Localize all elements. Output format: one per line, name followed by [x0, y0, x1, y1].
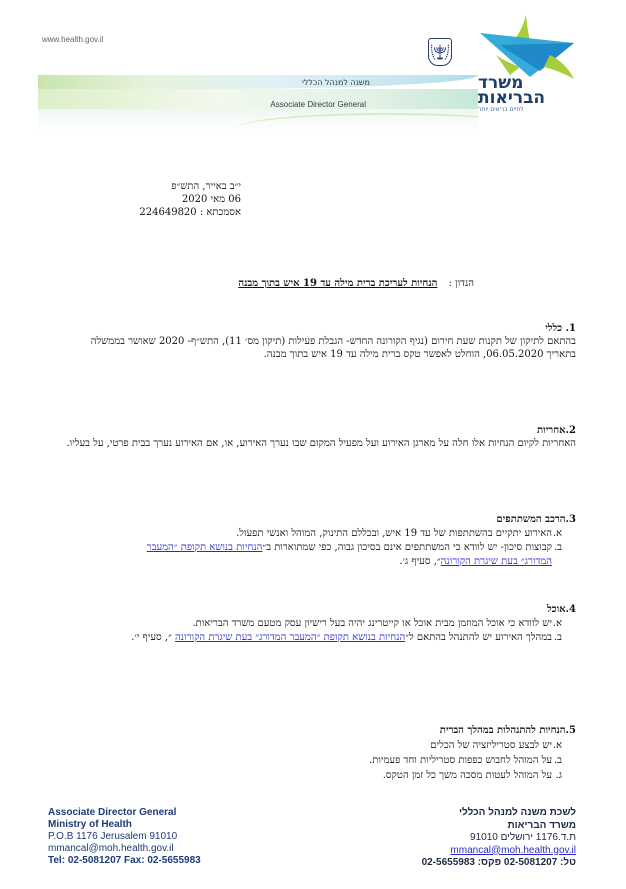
section-heading: 3.הרכב המשתתפים — [496, 514, 576, 525]
section-heading: 2.אחריות — [537, 425, 576, 436]
footer-english — [48, 807, 201, 867]
hebrew-date: י״ב באייר, התש״פ — [171, 181, 241, 192]
section-heading: 1. כללי — [545, 323, 576, 334]
section-responsibility — [66, 424, 576, 450]
section-participants — [66, 513, 576, 569]
list-item: א. האירוע יתקיים בהשתתפות של עד 19 איש, ובכללם התינוק, המוהל ואנשי תפעול. — [236, 528, 562, 539]
logo-line1: משרד — [478, 73, 524, 93]
logo-line2: הבריאות — [478, 88, 546, 108]
list-item: א. יש לבצע סטריליזציה של הכלים — [430, 740, 562, 751]
banner-band-middle — [38, 89, 478, 109]
footer-address: ת.ד.1176 ירושלים 91010 — [470, 832, 576, 843]
footer-title: Associate Director General — [48, 807, 177, 818]
website-url[interactable]: www.health.gov.il — [42, 35, 104, 44]
list-item: ב. במהלך האירוע יש להתנהל בהתאם ל״הנחיות בנושא תקופת ״המעבר המדורג״ בעת שיגרת הקורונה ״, סעיף י׳. — [131, 632, 562, 643]
gregorian-date: 06 מאי 2020 — [181, 194, 241, 205]
footer-title: לשכת משנה למנהל הכללי — [458, 807, 576, 818]
footer-hebrew — [422, 807, 576, 870]
list-item: ב. קבוצות סיכון- יש לוודא כי המשתתפים אינם בסיכון גבוה, כפי שמתוארות ב״הנחיות בנושא תקופת ״המעבר המדורג״ בעת שיגרת הקורונה״, סעיף ג׳. — [146, 542, 562, 567]
reference — [139, 206, 241, 219]
letter-meta — [139, 180, 241, 219]
section-heading: 4.אוכל — [547, 604, 576, 615]
subject-line — [238, 278, 474, 289]
section-conduct — [176, 723, 576, 783]
section-body: בהתאם לתיקון של תקנות שעת חירום (נגיף הקורונה החדש- הגבלת פעילות (תיקון מס׳ 11), התש״ף- 2020 שאושר בממשלה בתאריך 06.05.2020, הוחלט לאפשר טקס ברית מילה עד 19 איש בתוך מבנה. — [90, 336, 576, 360]
guidelines-link[interactable]: הנחיות בנושא תקופת ״המעבר המדורג״ בעת שיגרת הקורונה — [146, 542, 552, 567]
footer-email-link[interactable]: mmancal@moh.health.gov.il — [450, 844, 576, 856]
list-item: א. יש לוודא כי אוכל המוזמן מבית אוכל או קייטרינג יהיה בעל רישיון עסק מטעם משרד הבריאות. — [192, 618, 562, 629]
footer-address: P.O.B 1176 Jerusalem 91010 — [48, 831, 178, 842]
list-item: ג. על המוהל לעטות מסכה משך כל זמן הטקס. — [382, 770, 562, 781]
footer-phone: טל: 02-5081207 פקס: 02-5655983 — [421, 857, 576, 868]
section-body: האחריות לקיום הנחיות אלו חלה על מארגן האירוע ועל מפעיל המקום שבו נערך האירוע, או, אם האירוע נערך בבית פרטי, על בעליו. — [66, 438, 576, 449]
subtitle-english: Associate Director General — [270, 100, 366, 109]
header-banner — [38, 73, 478, 131]
subject-title: הנחיות לעריכת ברית מילה עד 19 איש בתוך מבנה — [238, 278, 438, 289]
reference-number: 224649820 — [139, 207, 197, 218]
guidelines-link[interactable]: הנחיות בנושא תקופת ״המעבר המדורג״ בעת שיגרת הקורונה — [175, 632, 406, 643]
state-emblem-menorah-icon — [428, 38, 452, 66]
footer-org: Ministry of Health — [48, 819, 132, 830]
list-item: ב. על המוהל לחבוש כפפות סטריליות וחד פעמיות. — [369, 755, 562, 766]
banner-band-top — [38, 75, 478, 89]
subject-label: הנדון : — [448, 278, 474, 289]
footer-phone: Tel: 02-5081207 Fax: 02-5655983 — [48, 855, 201, 866]
section-food — [66, 603, 576, 645]
logo-wordmark — [478, 73, 546, 114]
reference-label: אסמכתא : — [199, 207, 241, 218]
section-general — [76, 322, 576, 361]
logo-tagline: לחיים בריאים יותר — [478, 106, 524, 113]
section-heading: 5.הנחיות להתנהלות במהלך הברית — [439, 725, 576, 736]
footer-org: משרד הבריאות — [507, 819, 576, 831]
footer-email[interactable]: mmancal@moh.health.gov.il — [48, 843, 174, 854]
subtitle-hebrew: משנה למנהל הכללי — [302, 78, 370, 87]
